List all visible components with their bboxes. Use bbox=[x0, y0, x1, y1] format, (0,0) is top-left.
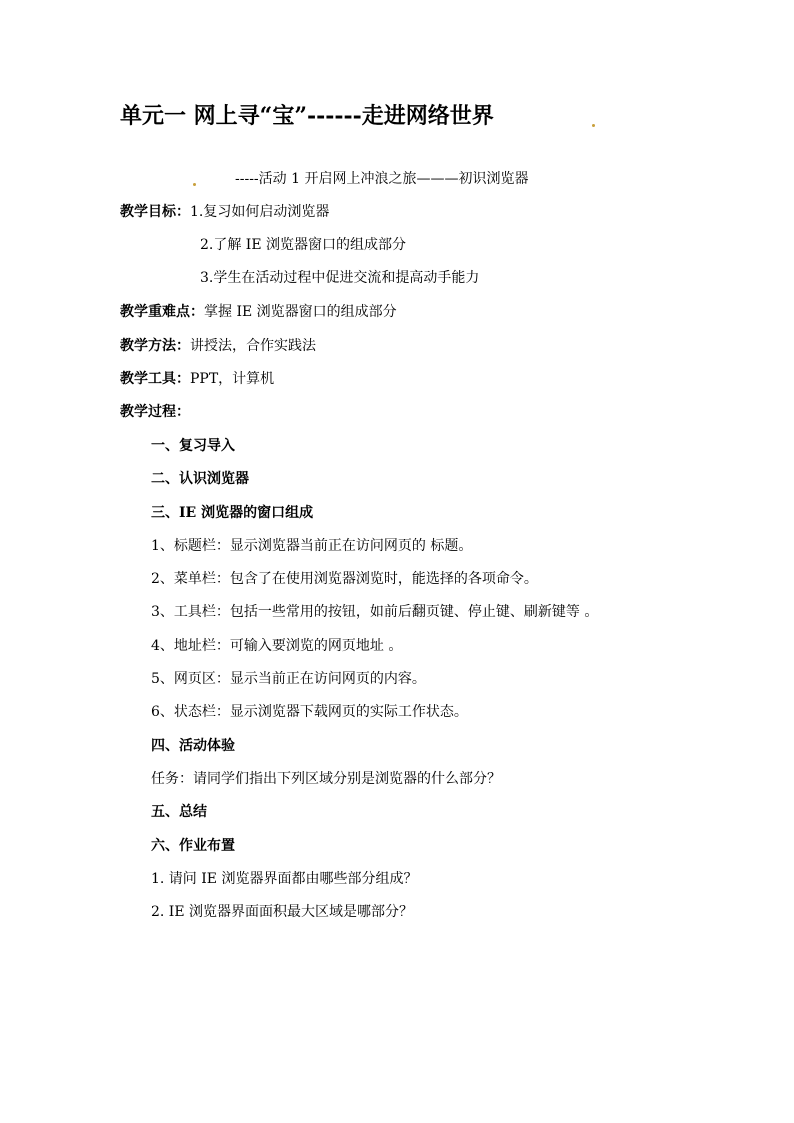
window-part-item: 2、菜单栏：包含了在使用浏览器浏览时，能选择的各项命令。 bbox=[151, 571, 538, 587]
tools-label: 教学工具： bbox=[120, 371, 190, 387]
section-heading: 三、IE 浏览器的窗口组成 bbox=[151, 505, 314, 521]
window-part-item: 3、工具栏：包括一些常用的按钮，如前后翻页键、停止键、刷新键等 。 bbox=[151, 604, 599, 620]
key-points-text: 掌握 IE 浏览器窗口的组成部分 bbox=[204, 304, 397, 320]
window-part-item: 5、网页区：显示当前正在访问网页的内容。 bbox=[151, 671, 426, 687]
activity-subtitle: -----活动 1 开启网上冲浪之旅———初识浏览器 bbox=[235, 171, 529, 187]
window-part-item: 4、地址栏：可输入要浏览的网页地址 。 bbox=[151, 638, 403, 654]
tools-line bbox=[120, 371, 274, 388]
objective-item: 3.学生在活动过程中促进交流和提高动手能力 bbox=[200, 270, 480, 286]
methods-text: 讲授法，合作实践法 bbox=[190, 338, 316, 354]
decorative-dot bbox=[592, 124, 595, 127]
objective-item: 2.了解 IE 浏览器窗口的组成部分 bbox=[200, 237, 407, 253]
key-points-label: 教学重难点： bbox=[120, 304, 204, 320]
section-heading: 一、复习导入 bbox=[151, 438, 235, 454]
decorative-dot bbox=[193, 183, 196, 186]
section-heading: 六、作业布置 bbox=[151, 838, 235, 854]
objectives-label: 教学目标： bbox=[120, 204, 190, 220]
tools-text: PPT，计算机 bbox=[190, 371, 275, 387]
section-heading: 二、认识浏览器 bbox=[151, 471, 249, 487]
homework-item: 1. 请问 IE 浏览器界面都由哪些部分组成？ bbox=[151, 871, 418, 887]
process-label: 教学过程： bbox=[120, 404, 190, 420]
task-text: 任务：请同学们指出下列区域分别是浏览器的什么部分？ bbox=[151, 771, 501, 787]
methods-label: 教学方法： bbox=[120, 338, 190, 354]
homework-item: 2. IE 浏览器界面面积最大区域是哪部分？ bbox=[151, 904, 414, 920]
section-heading: 四、活动体验 bbox=[151, 738, 235, 754]
methods-line bbox=[120, 338, 316, 355]
window-part-item: 6、状态栏：显示浏览器下载网页的实际工作状态。 bbox=[151, 704, 468, 720]
page-title: 单元一 网上寻“宝”------走进网络世界 bbox=[120, 103, 494, 129]
objective-item: 1.复习如何启动浏览器 bbox=[190, 204, 330, 220]
window-part-item: 1、标题栏：显示浏览器当前正在访问网页的 标题。 bbox=[151, 538, 473, 554]
objectives-line bbox=[120, 204, 329, 221]
key-points-line bbox=[120, 304, 397, 321]
section-heading: 五、总结 bbox=[151, 804, 207, 820]
